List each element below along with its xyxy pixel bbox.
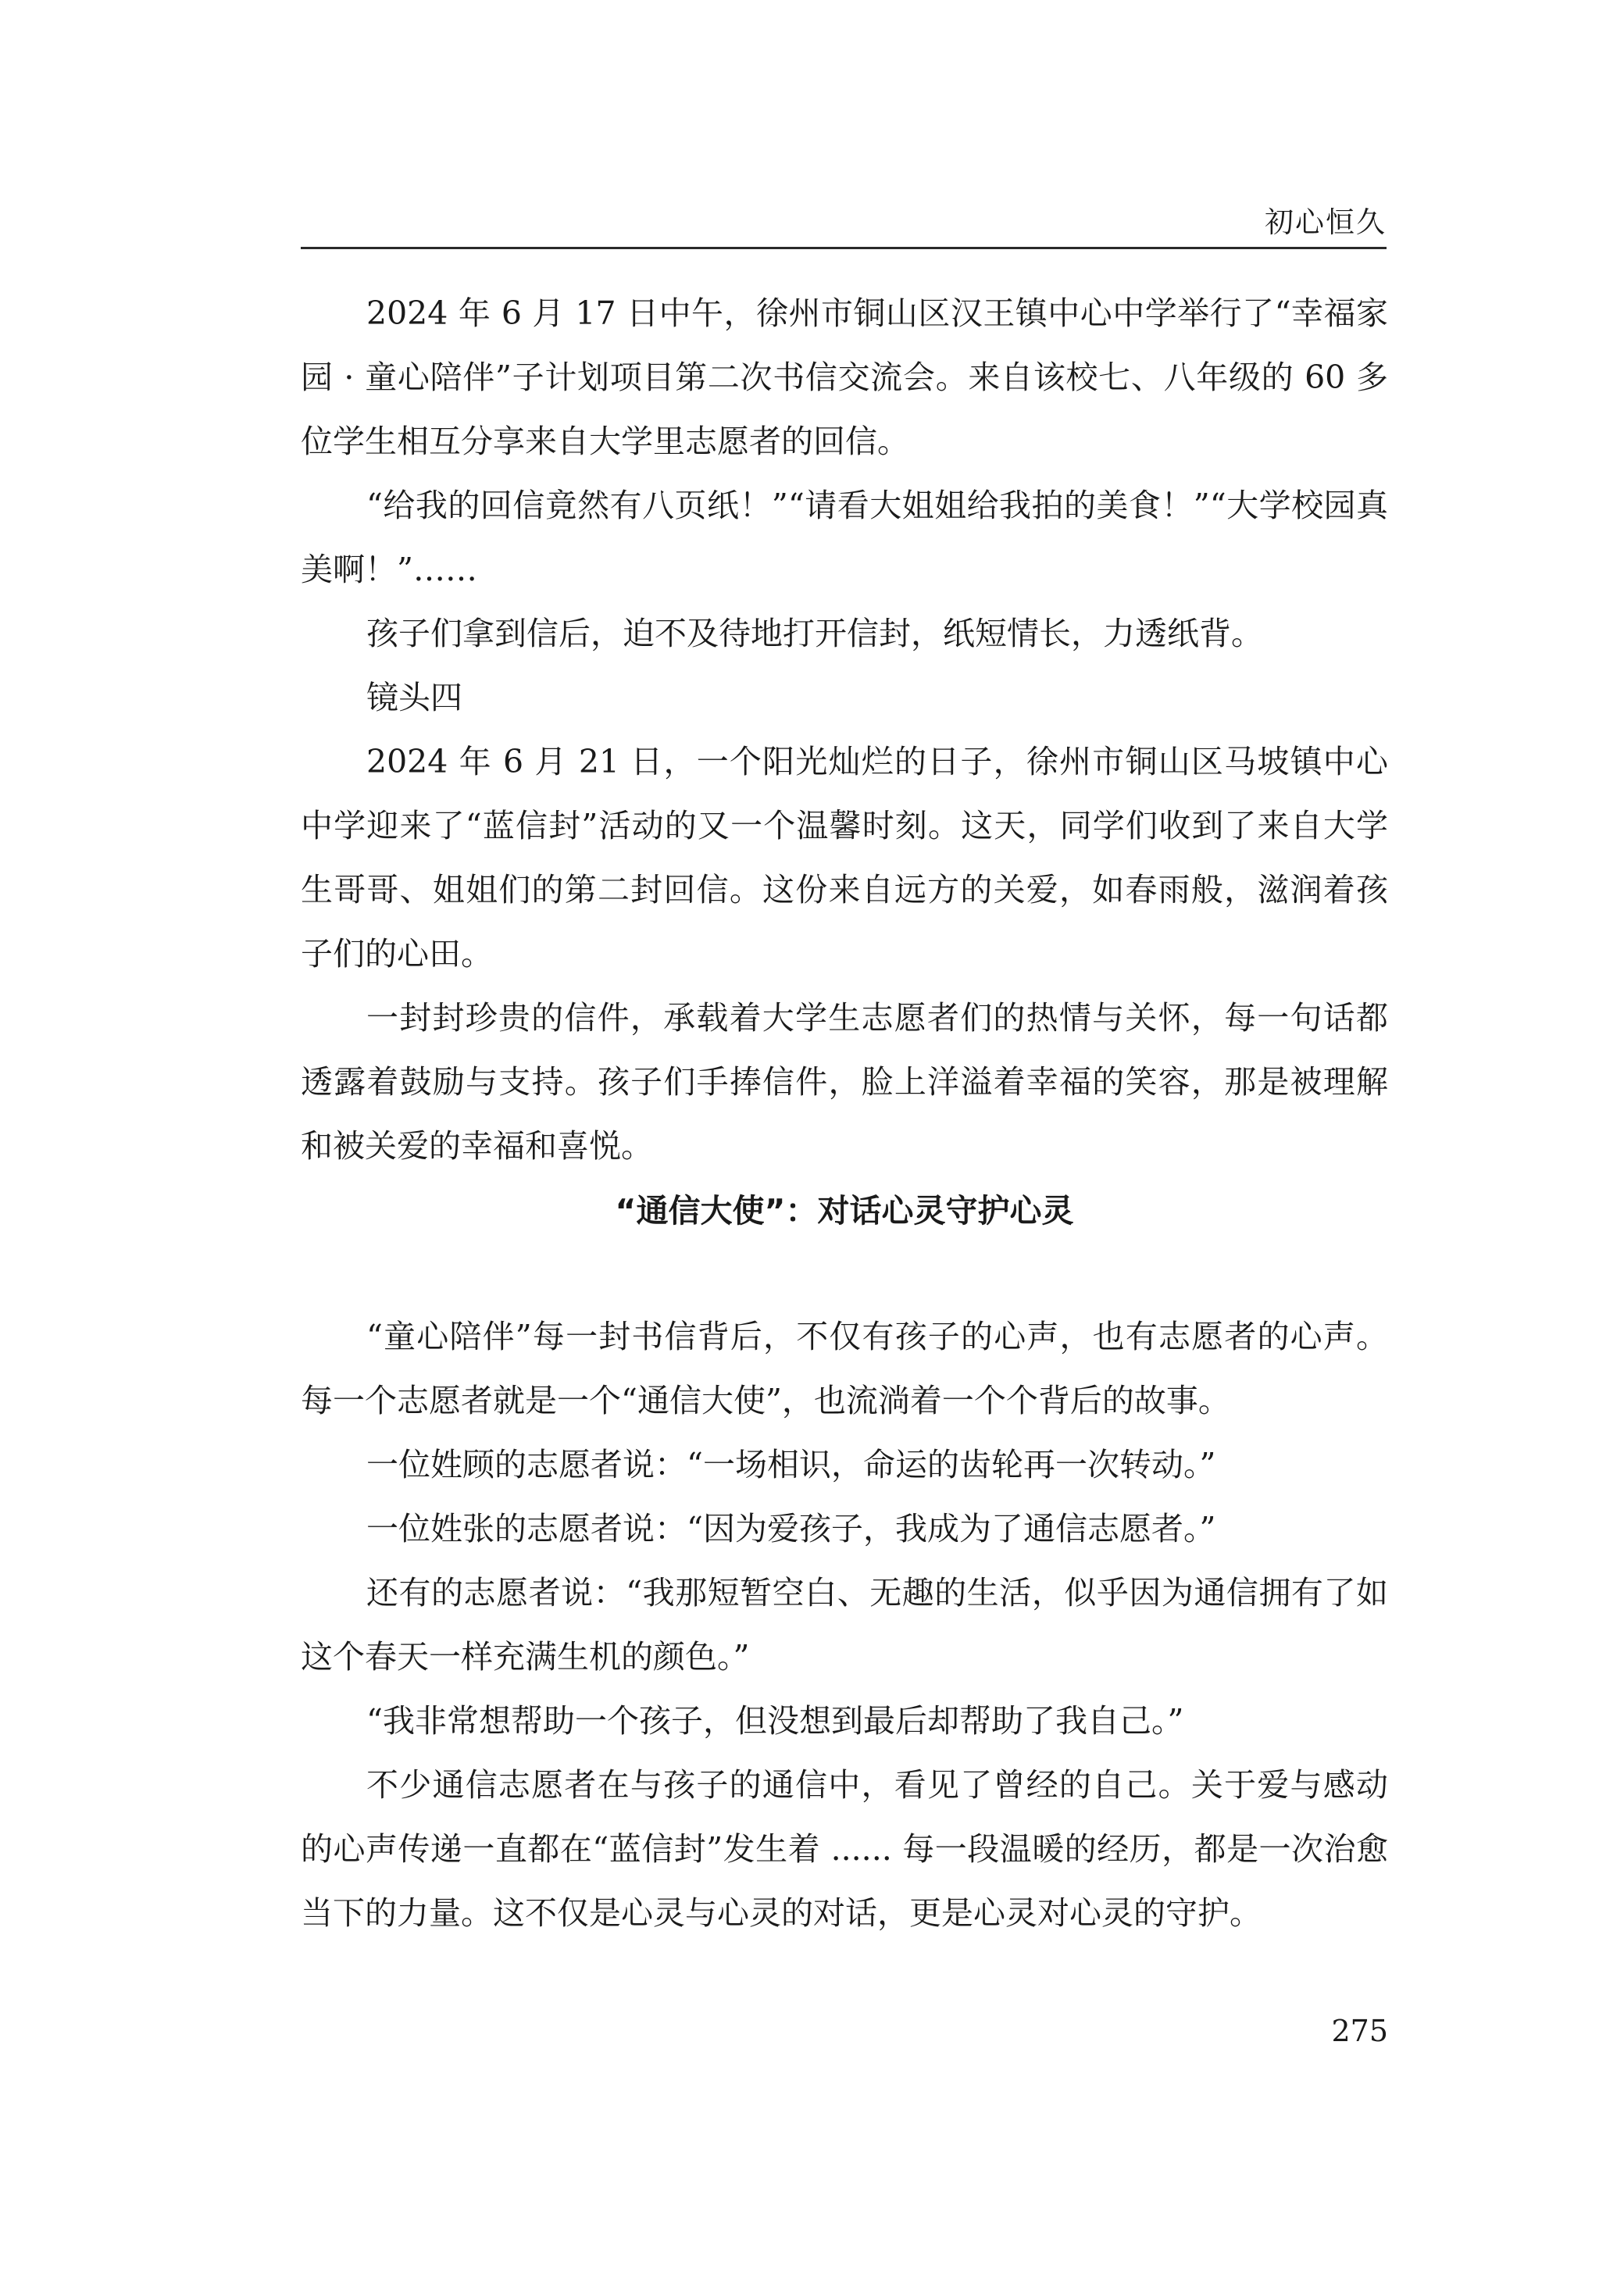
paragraph: “给我的回信竟然有八页纸！”“请看大姐姐给我拍的美食！”“大学校园真美啊！”…… xyxy=(301,487,1388,588)
running-header xyxy=(301,192,1387,249)
paragraph: 还有的志愿者说：“我那短暂空白、无趣的生活，似乎因为通信拥有了如这个春天一样充满生机的颜色。” xyxy=(301,1574,1388,1676)
paragraph: “童心陪伴”每一封书信背后，不仅有孩子的心声，也有志愿者的心声。每一个志愿者就是一个“通信大使”，也流淌着一个个背后的故事。 xyxy=(301,1318,1388,1419)
paragraph: 不少通信志愿者在与孩子的通信中，看见了曾经的自己。关于爱与感动的心声传递一直都在“蓝信封”发生着 ...... 每一段温暖的经历，都是一次治愈当下的力量。这不仅是心灵与心灵的对话，更是心灵对心灵的守护。 xyxy=(301,1766,1388,1932)
paragraph: 2024 年 6 月 17 日中午，徐州市铜山区汉王镇中心中学举行了“幸福家园 · 童心陪伴”子计划项目第二次书信交流会。来自该校七、八年级的 60 多位学生相互分享来自大学里志愿者的回信。 xyxy=(301,294,1388,460)
paragraph: 一位姓张的志愿者说：“因为爱孩子，我成为了通信志愿者。” xyxy=(366,1510,1216,1547)
paragraph: 2024 年 6 月 21 日，一个阳光灿烂的日子，徐州市铜山区马坡镇中心中学迎来了“蓝信封”活动的又一个温馨时刻。这天，同学们收到了来自大学生哥哥、姐姐们的第二封回信。这份来自远方的关爱，如春雨般，滋润着孩子们的心田。 xyxy=(301,743,1388,973)
section-two-body xyxy=(301,1305,1388,1945)
section-heading: “通信大使”：对话心灵守护心灵 xyxy=(615,1192,1074,1230)
page-number: 275 xyxy=(1331,2014,1388,2048)
paragraph: 一封封珍贵的信件，承载着大学生志愿者们的热情与关怀，每一句话都透露着鼓励与支持。孩子们手捧信件，脸上洋溢着幸福的笑容，那是被理解和被关爱的幸福和喜悦。 xyxy=(301,999,1388,1165)
paragraph: “我非常想帮助一个孩子，但没想到最后却帮助了我自己。” xyxy=(366,1702,1184,1740)
header-title: 初心恒久 xyxy=(1265,205,1387,239)
section-one-body xyxy=(301,281,1388,1178)
paragraph: 孩子们拿到信后，迫不及待地打开信封，纸短情长，力透纸背。 xyxy=(366,615,1263,652)
paragraph: 一位姓顾的志愿者说：“一场相识，命运的齿轮再一次转动。” xyxy=(366,1446,1216,1483)
subheading-shot-four: 镜头四 xyxy=(366,679,462,716)
